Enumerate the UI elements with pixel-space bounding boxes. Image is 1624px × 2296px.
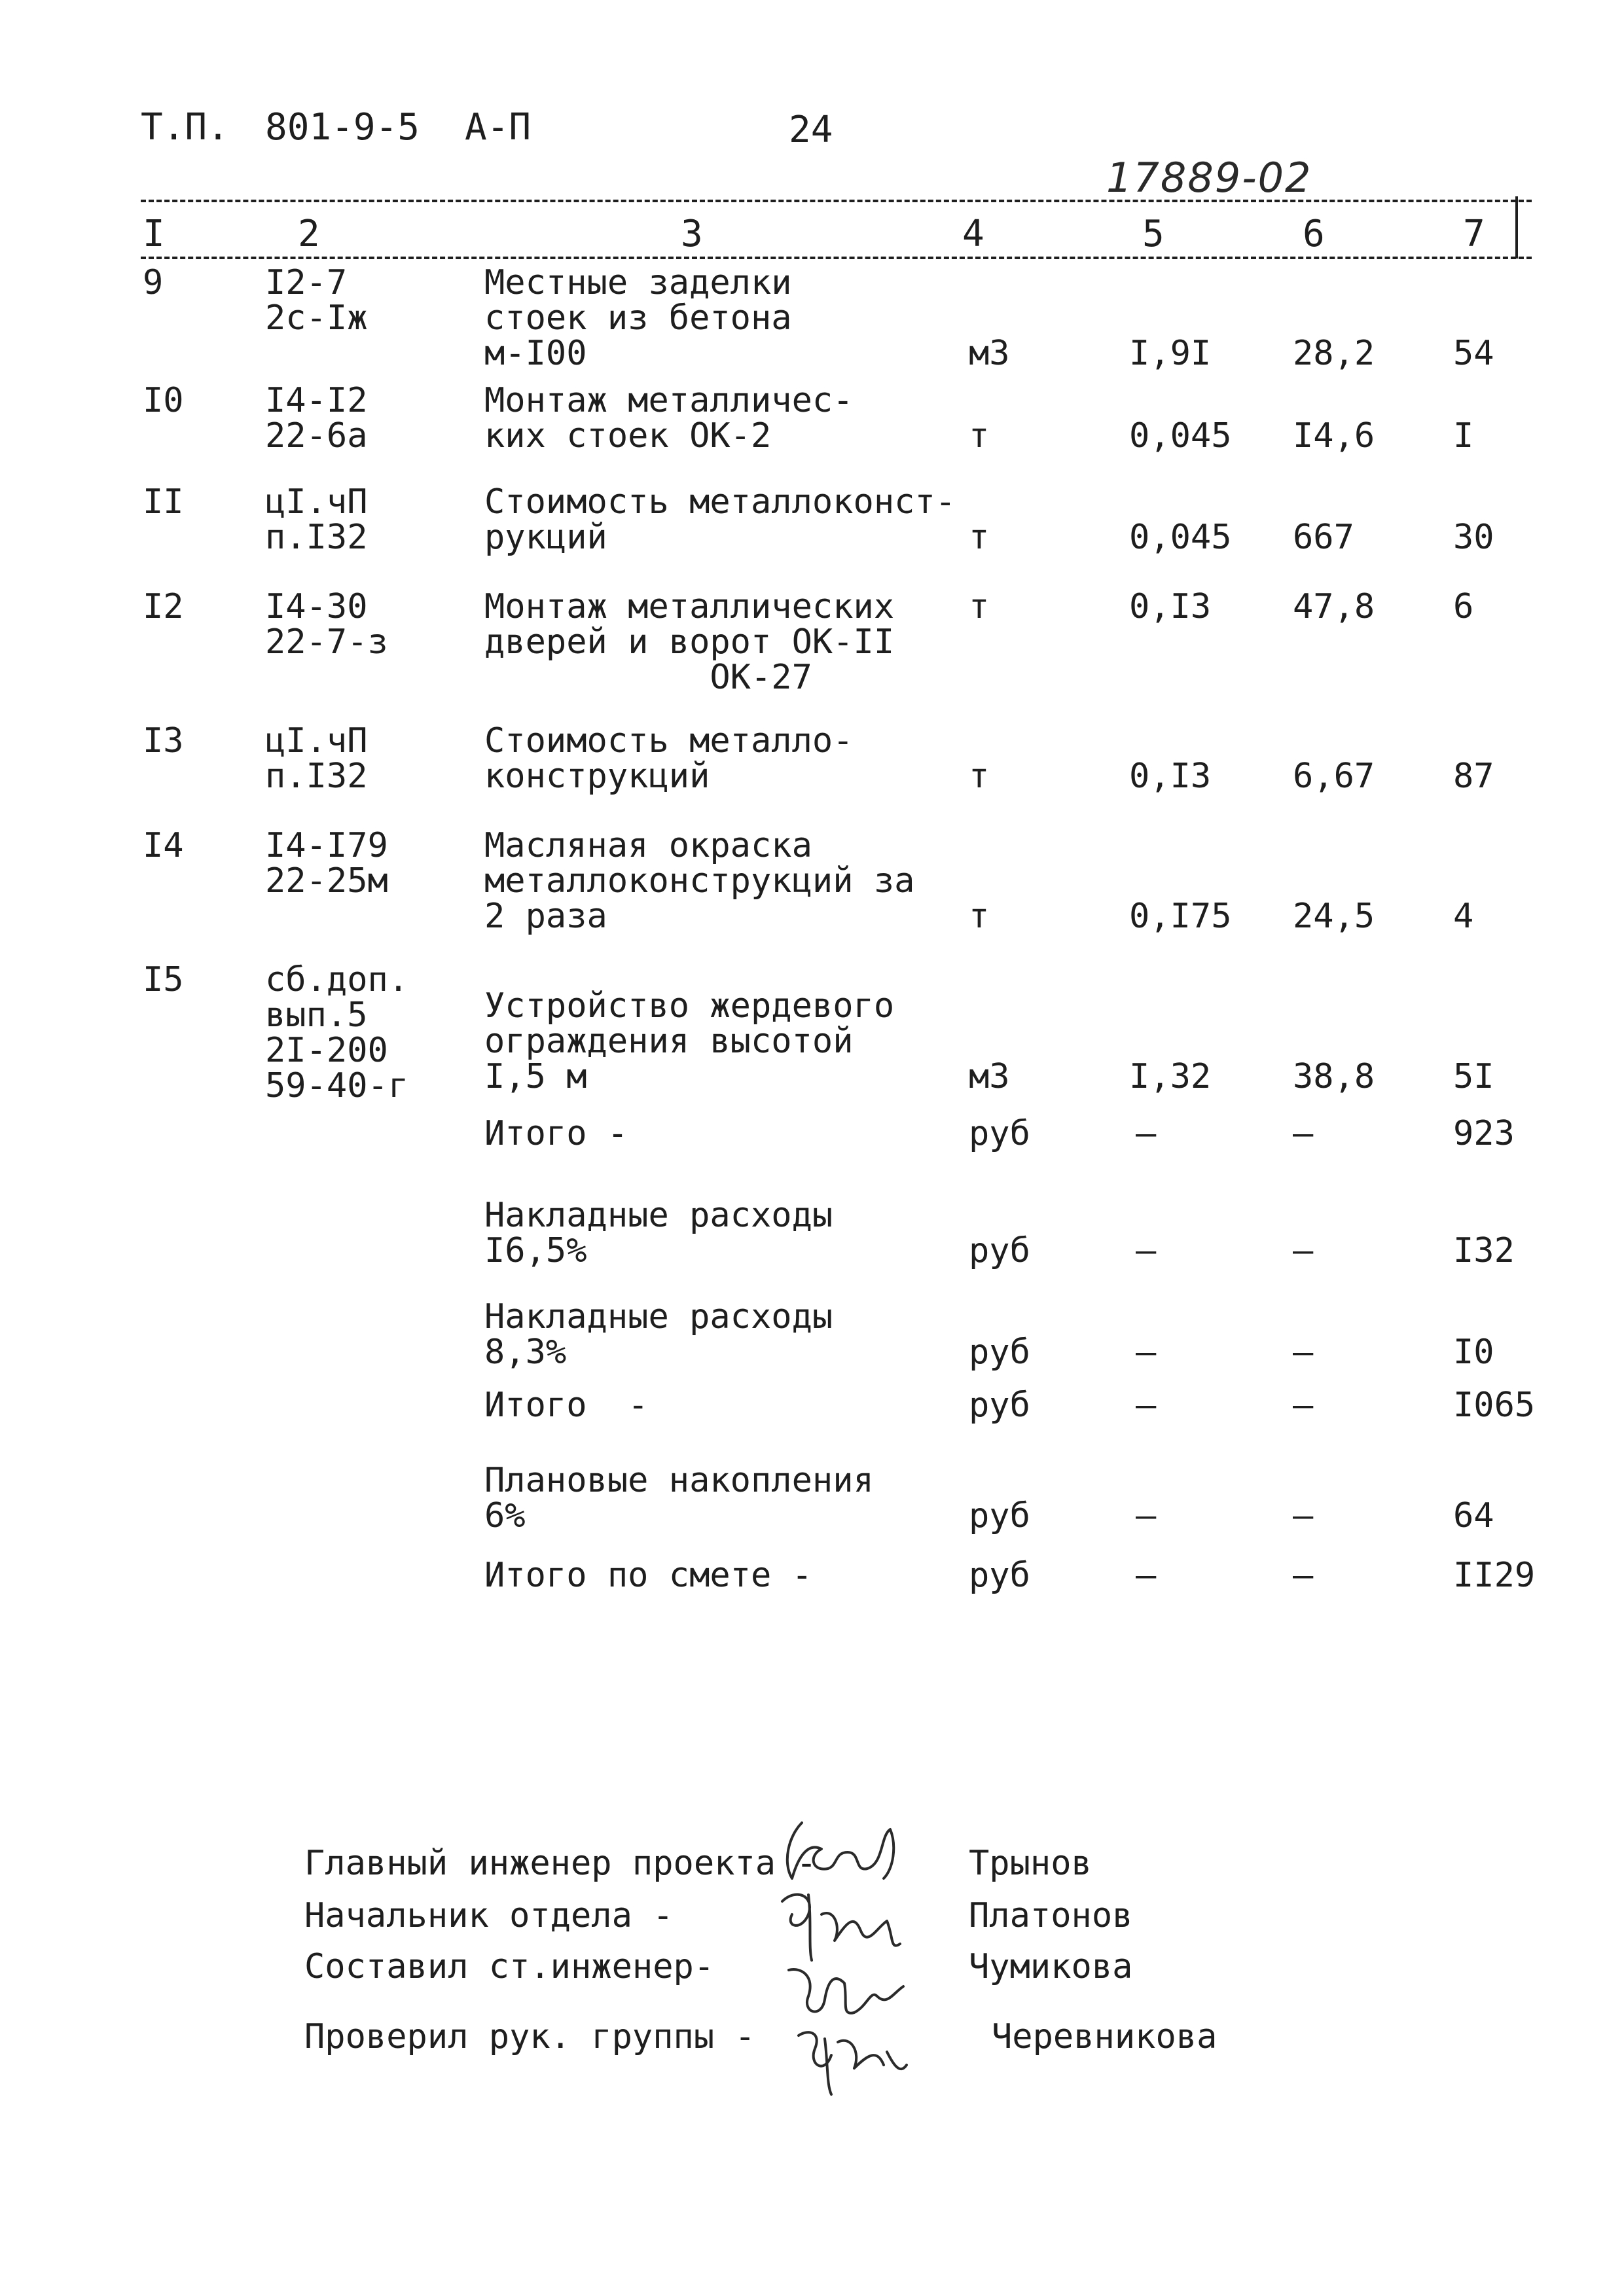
summary-price: – (1293, 1114, 1314, 1153)
norm-code: цI.чП п.I32 (265, 721, 368, 796)
work-description: Устройство жердевого ограждения высотой I,5 м (484, 986, 895, 1096)
summary-label: Итого - (484, 1114, 628, 1153)
work-description: Монтаж металлических дверей и ворот ОК-II ОК-27 (484, 587, 895, 697)
column-header-5: 5 (1142, 213, 1164, 255)
quantity: 0,I75 (1129, 897, 1232, 936)
summary-label: Плановые накопления 6% (484, 1461, 874, 1535)
total-cost: 5I (1453, 1057, 1494, 1096)
norm-code: I4-I79 22-25м (265, 826, 388, 901)
unit-of-measure: т (969, 587, 990, 626)
column-header-1: I (143, 213, 165, 255)
summary-price: – (1293, 1496, 1314, 1535)
row-number: I5 (143, 960, 184, 999)
norm-code: I2-7 2с-Iж (265, 263, 368, 338)
row-number: II (143, 482, 184, 522)
summary-quantity: – (1136, 1556, 1157, 1595)
unit-of-measure: т (969, 897, 990, 936)
unit-price: 6,67 (1293, 757, 1375, 796)
summary-unit: руб (969, 1556, 1030, 1595)
summary-quantity: – (1136, 1496, 1157, 1535)
norm-code: цI.чП п.I32 (265, 482, 368, 557)
row-number: I2 (143, 587, 184, 626)
total-cost: 6 (1453, 587, 1474, 626)
summary-quantity: – (1136, 1386, 1157, 1425)
header-edge-mark (1515, 196, 1518, 259)
column-header-7: 7 (1463, 213, 1485, 255)
header-rule-top (141, 200, 1532, 202)
work-description: Стоимость металло- конструкций (484, 721, 854, 796)
column-header-2: 2 (298, 213, 320, 255)
signature-role: Составил ст.инженер- (304, 1947, 715, 1986)
unit-price: 28,2 (1293, 334, 1375, 373)
header-rule-bottom (141, 257, 1532, 259)
signature-role: Начальник отдела - (304, 1896, 674, 1935)
unit-price: I4,6 (1293, 416, 1375, 456)
summary-unit: руб (969, 1496, 1030, 1535)
quantity: 0,I3 (1129, 587, 1212, 626)
summary-unit: руб (969, 1386, 1030, 1425)
signature-name: Чумикова (969, 1947, 1133, 1986)
total-cost: 30 (1453, 518, 1494, 557)
summary-total: 64 (1453, 1496, 1494, 1535)
norm-code: сб.доп. вып.5 2I-200 59-40-г (265, 960, 409, 1105)
quantity: 0,045 (1129, 518, 1232, 557)
unit-price: 38,8 (1293, 1057, 1375, 1096)
summary-price: – (1293, 1386, 1314, 1425)
project-number: 801-9-5 (265, 106, 420, 149)
quantity: 0,045 (1129, 416, 1232, 456)
summary-quantity: – (1136, 1333, 1157, 1372)
unit-of-measure: т (969, 757, 990, 796)
row-number: I4 (143, 826, 184, 865)
total-cost: I (1453, 416, 1474, 456)
summary-label: Накладные расходы I6,5% (484, 1196, 833, 1270)
album-label: А-П (465, 106, 532, 149)
total-cost: 87 (1453, 757, 1494, 796)
unit-price: 667 (1293, 518, 1354, 557)
row-number: 9 (143, 263, 164, 302)
total-cost: 4 (1453, 897, 1474, 936)
unit-price: 24,5 (1293, 897, 1375, 936)
column-header-6: 6 (1303, 213, 1325, 255)
summary-unit: руб (969, 1114, 1030, 1153)
unit-price: 47,8 (1293, 587, 1375, 626)
work-description: Местные заделки стоек из бетона м-I00 (484, 263, 792, 373)
quantity: I,32 (1129, 1057, 1212, 1096)
work-description: Стоимость металлоконст- рукций (484, 482, 956, 557)
signature-role: Проверил рук. группы - (304, 2017, 755, 2056)
unit-of-measure: т (969, 416, 990, 456)
signature-name: Платонов (969, 1896, 1133, 1935)
norm-code: I4-I2 22-6а (265, 381, 368, 456)
unit-of-measure: м3 (969, 334, 1010, 373)
summary-label: Итого по смете - (484, 1556, 812, 1595)
summary-unit: руб (969, 1333, 1030, 1372)
summary-label: Итого - (484, 1386, 649, 1425)
norm-code: I4-30 22-7-з (265, 587, 388, 662)
summary-total: 923 (1453, 1114, 1515, 1153)
summary-total: II29 (1453, 1556, 1536, 1595)
quantity: 0,I3 (1129, 757, 1212, 796)
summary-unit: руб (969, 1231, 1030, 1270)
handwritten-signatures (763, 1816, 959, 2098)
page-number: 24 (789, 109, 833, 151)
unit-of-measure: т (969, 518, 990, 557)
total-cost: 54 (1453, 334, 1494, 373)
summary-price: – (1293, 1231, 1314, 1270)
work-description: Масляная окраска металлоконструкций за 2 раза (484, 826, 915, 936)
series-label: Т.П. (141, 106, 229, 149)
summary-total: I065 (1453, 1386, 1536, 1425)
row-number: I0 (143, 381, 184, 420)
row-number: I3 (143, 721, 184, 761)
summary-total: I0 (1453, 1333, 1494, 1372)
signature-name: Трынов (969, 1844, 1092, 1883)
stamp-number: 17889-02 (1106, 154, 1312, 202)
summary-total: I32 (1453, 1231, 1515, 1270)
summary-quantity: – (1136, 1114, 1157, 1153)
summary-quantity: – (1136, 1231, 1157, 1270)
summary-price: – (1293, 1333, 1314, 1372)
column-header-4: 4 (962, 213, 984, 255)
signature-name: Черевникова (992, 2017, 1218, 2056)
signature-role: Главный инженер проекта - (304, 1844, 817, 1883)
summary-label: Накладные расходы 8,3% (484, 1297, 833, 1372)
quantity: I,9I (1129, 334, 1212, 373)
summary-price: – (1293, 1556, 1314, 1595)
column-header-3: 3 (681, 213, 703, 255)
unit-of-measure: м3 (969, 1057, 1010, 1096)
work-description: Монтаж металличес- ких стоек ОК-2 (484, 381, 854, 456)
